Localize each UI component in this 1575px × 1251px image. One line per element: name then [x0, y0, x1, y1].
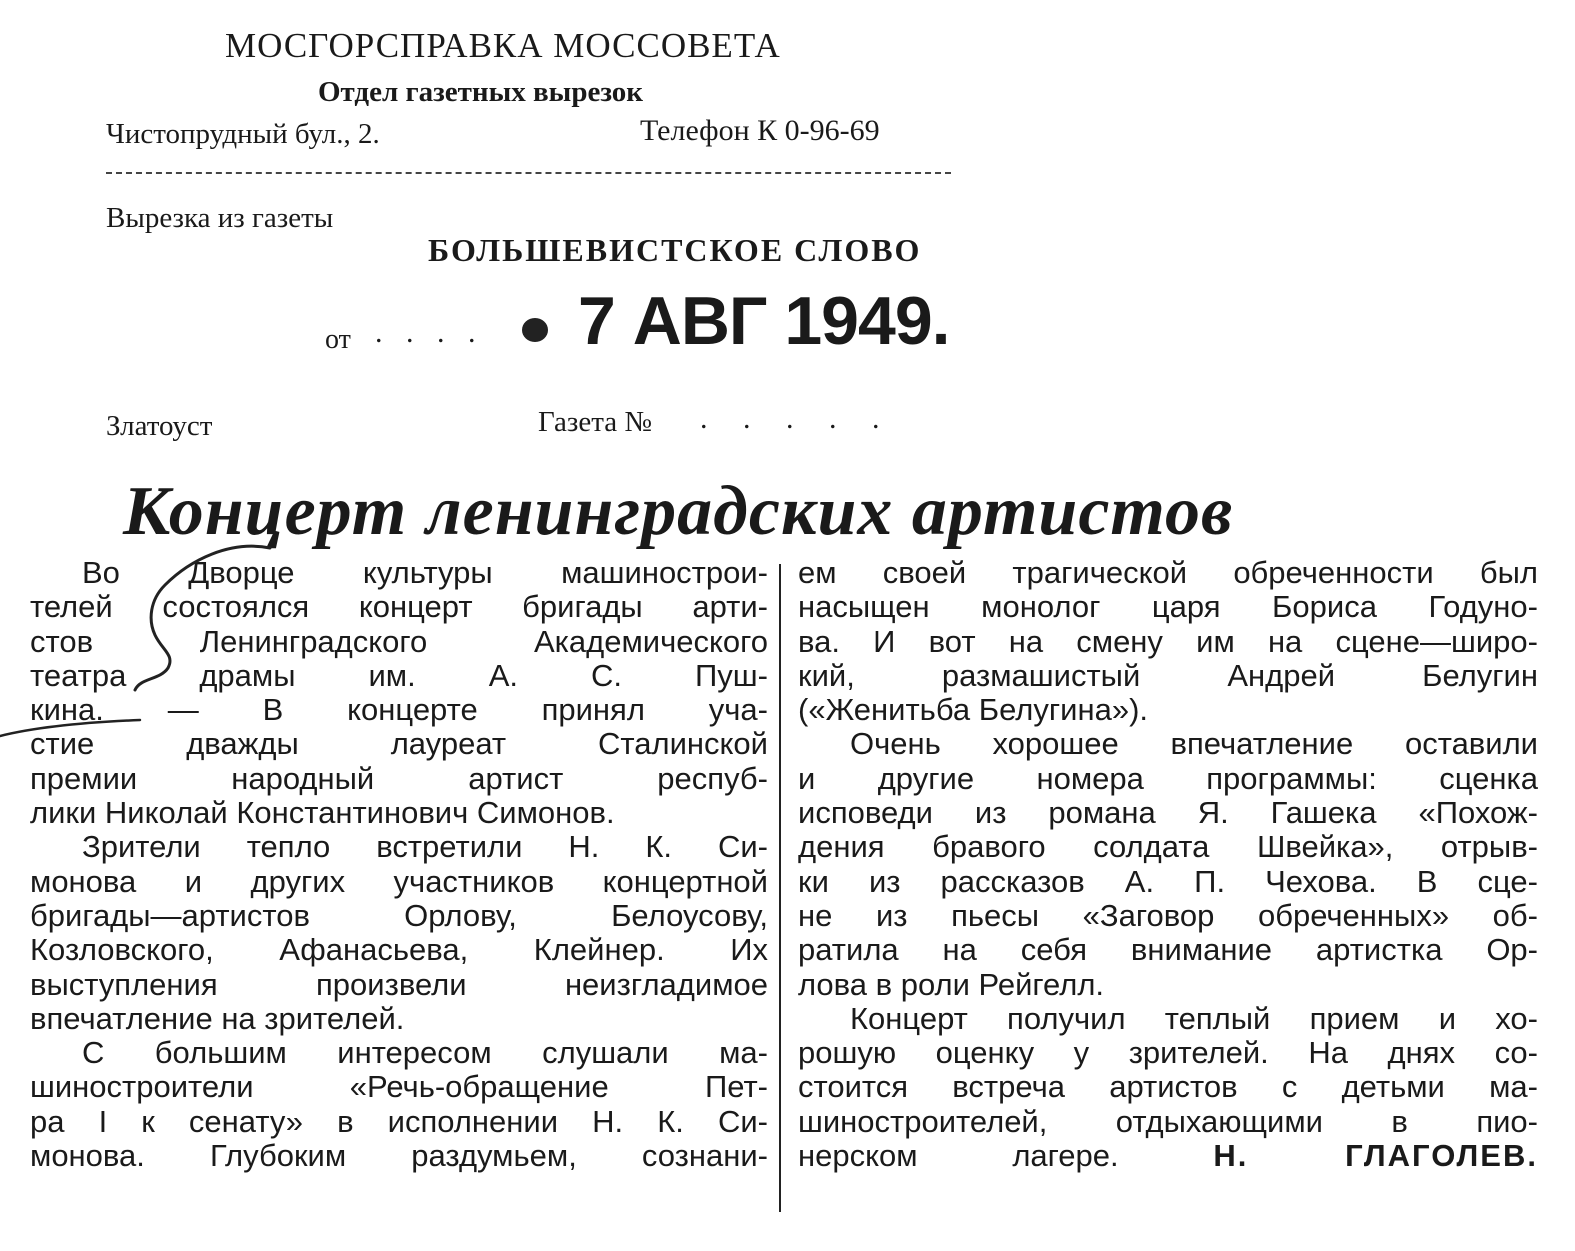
- article-line: ва. И вот на смену им на сцене—широ-: [798, 623, 1538, 659]
- article-line: ра I к сенату» в исполнении Н. К. Си-: [30, 1103, 768, 1139]
- ink-blot: [522, 318, 548, 342]
- article-line: лова в роли Рейгелл.: [798, 966, 1105, 1002]
- article-line: ем своей трагической обреченности был: [798, 555, 1538, 590]
- issue-label: Газета №: [538, 406, 653, 438]
- date-stamp-text: 7 АВГ 1949: [578, 283, 932, 359]
- article-line: исповеди из романа Я. Гашека «Похож-: [798, 795, 1538, 831]
- header-divider: [106, 172, 951, 174]
- article-line: кий, размашистый Андрей Белугин: [798, 657, 1538, 693]
- article-line: бригады—артистов Орлову, Белоусову,: [30, 897, 768, 933]
- article-line: Козловского, Афанасьева, Клейнер. Их: [30, 932, 768, 968]
- article-line: монова. Глубоким раздумьем, сознани-: [30, 1138, 768, 1174]
- article-line: Очень хорошее впечатление оставили: [850, 726, 1538, 762]
- article-line: рошую оценку у зрителей. На днях со-: [798, 1035, 1538, 1071]
- article-right-column: [798, 556, 1538, 1173]
- article-line: и другие номера программы: сценка: [798, 760, 1538, 796]
- issue-leader-dots: . . . . .: [700, 402, 894, 435]
- newspaper-name: БОЛЬШЕВИСТСКОЕ СЛОВО: [428, 232, 922, 268]
- article-headline: Концерт ленинградских артистов: [123, 473, 1234, 550]
- clipping-label: Вырезка из газеты: [106, 202, 334, 234]
- date-stamp-dot: .: [931, 283, 950, 359]
- department-name: Отдел газетных вырезок: [318, 76, 644, 108]
- article-line: театра драмы им. А. С. Пуш-: [30, 657, 768, 693]
- article-line: ки из рассказов А. П. Чехова. В сце-: [798, 863, 1538, 899]
- article-line: С большим интересом слушали ма-: [82, 1035, 768, 1071]
- organization-title: МОСГОРСПРАВКА МОССОВЕТА: [225, 26, 781, 65]
- article-line: не из пьесы «Заговор обреченных» об-: [798, 897, 1538, 933]
- article-line: шиностроителей, отдыхающими в пио-: [798, 1103, 1538, 1139]
- article-line: стов Ленинградского Академического: [30, 623, 768, 659]
- column-divider: [779, 564, 781, 1212]
- article-line: монова и других участников концертной: [30, 863, 768, 899]
- address: Чистопрудный бул., 2.: [106, 118, 380, 150]
- article-line: стоится встреча артистов с детьми ма-: [798, 1069, 1538, 1105]
- article-line: впечатление на зрителей.: [30, 1000, 405, 1036]
- article-line: стие дважды лауреат Сталинской: [30, 726, 768, 762]
- article-line: («Женитьба Белугина»).: [798, 692, 1149, 728]
- article-line: шиностроители «Речь-обращение Пет-: [30, 1069, 768, 1105]
- article-line: премии народный артист респуб-: [30, 760, 768, 796]
- article-line: Концерт получил теплый прием и хо-: [850, 1000, 1538, 1036]
- article-line: кина. — В концерте принял уча-: [30, 692, 768, 728]
- article-line: выступления произвели неизгладимое: [30, 966, 768, 1002]
- article-line: Зрители тепло встретили Н. К. Си-: [82, 829, 768, 865]
- article-closing-line: [798, 1139, 1538, 1173]
- article-line: дения бравого солдата Швейка», отрыв-: [798, 829, 1538, 865]
- date-prefix: от: [325, 324, 351, 355]
- article-line: насыщен монолог царя Бориса Годуно-: [798, 589, 1538, 625]
- article-line: ратила на себя внимание артистка Ор-: [798, 932, 1538, 968]
- date-leader-dots: . . . .: [375, 316, 484, 349]
- article-line: Во Дворце культуры машинострои-: [82, 555, 768, 590]
- date-stamp: [578, 282, 950, 360]
- article-author: Н. ГЛАГОЛЕВ.: [1213, 1138, 1538, 1174]
- article-line: нерском лагере.: [798, 1138, 1119, 1174]
- phone-number: Телефон К 0-96-69: [640, 114, 880, 147]
- city-name: Златоуст: [106, 410, 213, 442]
- handwritten-mark: [0, 540, 280, 770]
- article-line: лики Николай Константинович Симонов.: [30, 795, 615, 831]
- article-line: телей состоялся концерт бригады арти-: [30, 589, 768, 625]
